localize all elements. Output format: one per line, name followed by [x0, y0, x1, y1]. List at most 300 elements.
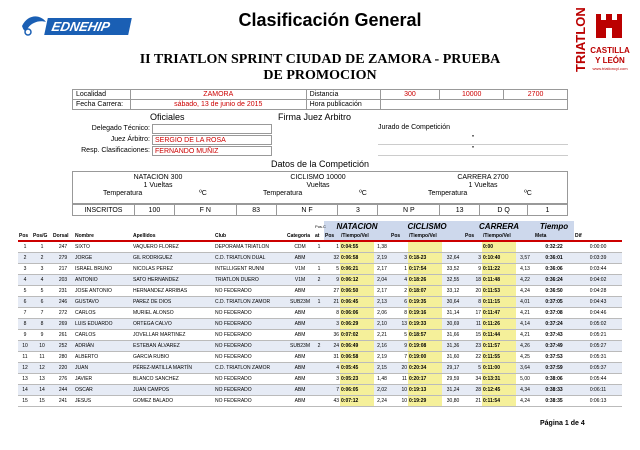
cell-pos: 4: [18, 274, 32, 285]
cell-posc: 1: [314, 263, 324, 274]
localidad-value: ZAMORA: [130, 90, 306, 100]
carrera-temp: Temperatura: [428, 190, 468, 197]
federation-logo: [20, 12, 130, 38]
table-row: [18, 351, 622, 362]
cell-np: 3: [324, 318, 340, 329]
cell-nv: 2,10: [374, 318, 390, 329]
cell-meta: 0:32:22: [534, 241, 574, 252]
cell-rt: 0:11:15: [482, 296, 516, 307]
cell-cat: ABM: [286, 373, 314, 384]
cell-nombre: CARLOS: [74, 329, 132, 340]
col-apellidos: Apellidos: [132, 231, 214, 241]
cell-pos: 13: [18, 373, 32, 384]
dq-label: D Q: [480, 205, 528, 216]
cell-cv: 31,14: [442, 307, 464, 318]
cell-posg: 14: [32, 384, 52, 395]
hora-value: [380, 100, 567, 110]
cell-pos: 8: [18, 318, 32, 329]
cell-nombre: GUSTAVO: [74, 296, 132, 307]
cell-rv: [516, 241, 534, 252]
cell-nt: 0:06:21: [340, 263, 374, 274]
cell-posg: 3: [32, 263, 52, 274]
cell-nombre: ADRIÁN: [74, 340, 132, 351]
cell-apellidos: VAQUERO FLOREZ: [132, 241, 214, 252]
cell-cv: 31,66: [442, 329, 464, 340]
distancia-ciclismo: 10000: [440, 90, 504, 100]
cell-rt: 0:10:40: [482, 252, 516, 263]
cell-cp: 10: [390, 384, 408, 395]
cell-dorsal: 261: [52, 329, 74, 340]
pos-cat-group: Pos.C: [315, 223, 326, 229]
cell-apellidos: JUAN CAMPOS: [132, 384, 214, 395]
cell-cv: 32,55: [442, 274, 464, 285]
cell-nv: 2,19: [374, 351, 390, 362]
cell-nt: 0:05:23: [340, 373, 374, 384]
cell-cv: 31,36: [442, 340, 464, 351]
cell-nombre: SIXTO: [74, 241, 132, 252]
cell-posg: 2: [32, 252, 52, 263]
cell-nv: 2,17: [374, 263, 390, 274]
cell-nt: 0:04:55: [340, 241, 374, 252]
delegado-label: Delegado Técnico:: [91, 125, 150, 132]
cell-dif: 0:03:44: [574, 263, 622, 274]
table-row: [18, 263, 622, 274]
cell-np: 1: [324, 241, 340, 252]
cell-pos: 1: [18, 241, 32, 252]
cell-rt: 0:11:00: [482, 362, 516, 373]
cell-pos: 11: [18, 351, 32, 362]
table-row: [18, 395, 622, 406]
cell-cp: 5: [390, 329, 408, 340]
col-categoria: Categoria: [286, 231, 314, 241]
cell-posc: [314, 329, 324, 340]
cell-rt: 0:11:26: [482, 318, 516, 329]
cell-cat: ABM: [286, 307, 314, 318]
carrera-title: CARRERA 2700: [457, 174, 509, 181]
cell-rp: 8: [464, 296, 482, 307]
cell-posc: [314, 395, 324, 406]
col-nat-tiempo: /Tiempo/Vel: [340, 231, 390, 241]
cell-posc: [314, 307, 324, 318]
cell-club: C.D. TRIATLON ZAMOR: [214, 296, 286, 307]
cell-rp: 15: [464, 329, 482, 340]
inscritos-table: [72, 204, 568, 216]
carrera-group: CARRERA: [464, 221, 534, 231]
cell-np: 32: [324, 252, 340, 263]
cell-rp: 17: [464, 307, 482, 318]
cell-rp: 18: [464, 274, 482, 285]
col-cic-tiempo: /Tiempo/Vel: [408, 231, 464, 241]
cell-rv: 4,34: [516, 384, 534, 395]
ciclismo-group: CICLISMO: [390, 221, 464, 231]
cell-np: 36: [324, 329, 340, 340]
cell-np: 4: [324, 362, 340, 373]
logo-region-2: Y LEÓN: [595, 56, 625, 65]
cell-nv: 2,02: [374, 384, 390, 395]
cell-np: 7: [324, 384, 340, 395]
cell-club: NO FEDERADO: [214, 384, 286, 395]
cell-apellidos: BLANCO SANCHEZ: [132, 373, 214, 384]
cell-dif: 0:04:28: [574, 285, 622, 296]
table-row: [18, 384, 622, 395]
cell-posg: 1: [32, 241, 52, 252]
col-posg: Pos/G: [32, 231, 52, 241]
ciclismo-vueltas: Vueltas: [306, 182, 330, 189]
cell-nv: 1,48: [374, 373, 390, 384]
cell-cv: 30,69: [442, 318, 464, 329]
cell-ct: 0:19:29: [408, 395, 442, 406]
resp-value: FERNANDO MUÑIZ: [152, 146, 272, 156]
table-row: [18, 252, 622, 263]
cell-np: 24: [324, 340, 340, 351]
cell-dorsal: 252: [52, 340, 74, 351]
distancia-natacion: 300: [380, 90, 440, 100]
cell-posc: [314, 384, 324, 395]
col-dorsal: Dorsal: [52, 231, 74, 241]
cell-nv: 2,24: [374, 395, 390, 406]
cell-rt: 0:13:31: [482, 373, 516, 384]
cell-ct: 0:18:07: [408, 285, 442, 296]
natacion-vueltas: 1 Vueltas: [143, 182, 173, 189]
col-club: Club: [214, 231, 286, 241]
localidad-label: Localidad: [73, 90, 131, 100]
cell-club: NO FEDERADO: [214, 351, 286, 362]
cell-np: 31: [324, 351, 340, 362]
cell-dif: 0:05:44: [574, 373, 622, 384]
cell-rv: 3,64: [516, 362, 534, 373]
cell-club: NO FEDERADO: [214, 340, 286, 351]
oficiales-box: [72, 123, 568, 157]
cell-rp: 5: [464, 362, 482, 373]
cell-nombre: JORGE: [74, 252, 132, 263]
cell-cv: 29,59: [442, 373, 464, 384]
carrera-data: [418, 174, 548, 197]
cell-ct: 0:19:16: [408, 307, 442, 318]
np-label: N P: [378, 205, 440, 216]
cell-cat: V1M: [286, 263, 314, 274]
cell-nt: 0:07:02: [340, 329, 374, 340]
cell-posc: [314, 285, 324, 296]
cell-meta: 0:37:53: [534, 351, 574, 362]
cell-rt: 0:11:55: [482, 351, 516, 362]
cell-dorsal: 220: [52, 362, 74, 373]
jurado-2: ": [378, 146, 568, 156]
cell-meta: 0:37:05: [534, 296, 574, 307]
cell-rp: 3: [464, 252, 482, 263]
cell-posg: 5: [32, 285, 52, 296]
cell-rp: 21: [464, 395, 482, 406]
cell-pos: 15: [18, 395, 32, 406]
cell-apellidos: PÉREZ-MATILLA MARTÍN: [132, 362, 214, 373]
cell-pos: 10: [18, 340, 32, 351]
cell-rv: 4,14: [516, 318, 534, 329]
nf-label: N F: [276, 205, 338, 216]
fecha-label: Fecha Carrera:: [73, 100, 131, 110]
cell-apellidos: PAREZ DE DIOS: [132, 296, 214, 307]
cell-rv: 4,21: [516, 307, 534, 318]
cell-rt: 0:11:54: [482, 395, 516, 406]
cell-cp: 8: [390, 307, 408, 318]
cell-posc: 2: [314, 340, 324, 351]
cell-nombre: ALBERTO: [74, 351, 132, 362]
cell-club: NO FEDERADO: [214, 318, 286, 329]
cell-dorsal: 276: [52, 373, 74, 384]
cell-posc: [314, 318, 324, 329]
cell-nt: 0:05:45: [340, 362, 374, 373]
oficiales-title: Oficiales: [150, 112, 185, 122]
cell-pos: 6: [18, 296, 32, 307]
table-row: [18, 296, 622, 307]
event-info-table: [72, 89, 568, 110]
cell-club: C.D. TRIATLON ZAMOR: [214, 362, 286, 373]
cell-ct: 0:17:54: [408, 263, 442, 274]
table-row: [18, 285, 622, 296]
cell-nv: 2,17: [374, 285, 390, 296]
distancia-label: Distancia: [306, 90, 380, 100]
cell-rt: 0:11:44: [482, 329, 516, 340]
cell-cv: 31,24: [442, 384, 464, 395]
cell-nt: 0:06:29: [340, 318, 374, 329]
cell-nt: 0:06:06: [340, 307, 374, 318]
cell-posg: 7: [32, 307, 52, 318]
triatlon-cyl-logo: [572, 4, 630, 78]
cell-apellidos: SATO HERNANDEZ: [132, 274, 214, 285]
cell-cat: SUB23M: [286, 340, 314, 351]
fn-label: F N: [174, 205, 236, 216]
cell-cp: 11: [390, 373, 408, 384]
cell-cat: ABM: [286, 318, 314, 329]
distancia-carrera: 2700: [504, 90, 568, 100]
cell-ct: 0:19:33: [408, 318, 442, 329]
cell-dif: 0:05:27: [574, 340, 622, 351]
cell-rv: 3,57: [516, 252, 534, 263]
cell-cat: V1M: [286, 274, 314, 285]
cell-meta: 0:37:59: [534, 362, 574, 373]
ciclismo-title: CICLISMO 10000: [290, 174, 346, 181]
table-row: [18, 329, 622, 340]
cell-cp: 3: [390, 252, 408, 263]
cell-dif: 0:03:39: [574, 252, 622, 263]
nf-value: 3: [338, 205, 378, 216]
col-dif: Dif: [574, 231, 622, 241]
cell-cv: 33,12: [442, 285, 464, 296]
cell-rt: 0:00: [482, 241, 516, 252]
cell-rv: 5,00: [516, 373, 534, 384]
cell-nv: 2,06: [374, 307, 390, 318]
inscritos-total: 100: [134, 205, 174, 216]
cell-club: TRIATLON DUERO: [214, 274, 286, 285]
cell-posg: 11: [32, 351, 52, 362]
cell-dorsal: 244: [52, 384, 74, 395]
cell-cat: CDM: [286, 241, 314, 252]
col-cic-pos: Pos: [390, 231, 408, 241]
dq-value: 1: [528, 205, 568, 216]
event-title: [130, 52, 510, 84]
natacion-data: [93, 174, 223, 197]
table-row: [18, 318, 622, 329]
cell-club: NO FEDERADO: [214, 373, 286, 384]
cell-np: 43: [324, 395, 340, 406]
cell-club: NO FEDERADO: [214, 395, 286, 406]
cell-np: 3: [324, 373, 340, 384]
juez-value: SERGIO DE LA ROSA: [152, 135, 272, 145]
cell-dorsal: 217: [52, 263, 74, 274]
results-table: [18, 221, 622, 407]
cell-rv: 4,24: [516, 395, 534, 406]
cell-meta: 0:37:49: [534, 340, 574, 351]
cell-cat: ABM: [286, 384, 314, 395]
cell-cv: 31,60: [442, 351, 464, 362]
cell-np: 5: [324, 263, 340, 274]
cell-apellidos: MURIEL ALONSO: [132, 307, 214, 318]
juez-label: Juez Árbitro:: [110, 136, 150, 143]
cell-posc: 2: [314, 274, 324, 285]
cell-dif: 0:05:02: [574, 318, 622, 329]
cell-cat: ABM: [286, 285, 314, 296]
cell-nt: 0:06:58: [340, 252, 374, 263]
cell-cp: 13: [390, 318, 408, 329]
datos-competicion-title: Datos de la Competición: [270, 159, 370, 169]
logo-vertical-text: TRIATLON: [573, 7, 588, 72]
cell-posc: [314, 373, 324, 384]
cell-dorsal: 241: [52, 395, 74, 406]
natacion-group: NATACION: [324, 221, 390, 231]
cell-ct: 0:19:00: [408, 351, 442, 362]
cell-nt: 0:06:45: [340, 296, 374, 307]
cell-posg: 9: [32, 329, 52, 340]
cell-ct: 0:19:35: [408, 296, 442, 307]
cell-rt: 0:12:45: [482, 384, 516, 395]
logo-region-1: CASTILLA: [590, 46, 630, 55]
fn-value: 83: [236, 205, 276, 216]
cell-nv: 2,15: [374, 362, 390, 373]
cell-cp: 1: [390, 263, 408, 274]
table-row: [18, 274, 622, 285]
cell-meta: 0:36:06: [534, 263, 574, 274]
cell-posg: 12: [32, 362, 52, 373]
cell-posc: [314, 351, 324, 362]
cell-pos: 12: [18, 362, 32, 373]
cell-dif: 0:04:43: [574, 296, 622, 307]
cell-nt: 0:06:49: [340, 340, 374, 351]
cell-nv: 1,38: [374, 241, 390, 252]
ciclismo-temp: Temperatura: [263, 190, 303, 197]
cell-dif: 0:00:00: [574, 241, 622, 252]
cell-posc: 1: [314, 241, 324, 252]
cell-club: NO FEDERADO: [214, 307, 286, 318]
cell-nombre: JAVIER: [74, 373, 132, 384]
cell-meta: 0:38:35: [534, 395, 574, 406]
cell-nombre: JUAN: [74, 362, 132, 373]
cell-pos: 2: [18, 252, 32, 263]
cell-rt: 0:11:22: [482, 263, 516, 274]
cell-club: NO FEDERADO: [214, 329, 286, 340]
table-row: [18, 362, 622, 373]
cell-dif: 0:06:13: [574, 395, 622, 406]
col-pos: Pos: [18, 231, 32, 241]
cell-apellidos: HERNANDEZ ARRIBAS: [132, 285, 214, 296]
cell-cp: 7: [390, 351, 408, 362]
cell-nv: 2,16: [374, 340, 390, 351]
cell-rp: 34: [464, 373, 482, 384]
cell-dorsal: 269: [52, 318, 74, 329]
cell-ct: 0:19:13: [408, 384, 442, 395]
cell-apellidos: GOMEZ BALADO: [132, 395, 214, 406]
cell-rt: 0:11:57: [482, 340, 516, 351]
cell-nt: 0:06:50: [340, 285, 374, 296]
cell-ct: [408, 241, 442, 252]
cell-posg: 6: [32, 296, 52, 307]
cell-np: 27: [324, 285, 340, 296]
cell-rv: 4,01: [516, 296, 534, 307]
firma-juez-title: Firma Juez Arbitro: [278, 112, 352, 122]
cell-meta: 0:36:50: [534, 285, 574, 296]
logo-text: EDNEHIP: [44, 18, 132, 35]
cell-dorsal: 203: [52, 274, 74, 285]
cell-rv: 4,26: [516, 340, 534, 351]
cell-club: NO FEDERADO: [214, 285, 286, 296]
cell-posg: 10: [32, 340, 52, 351]
natacion-deg: ºC: [199, 190, 207, 197]
np-value: 13: [440, 205, 480, 216]
cell-nv: 2,13: [374, 296, 390, 307]
jurado-label: Jurado de Competición: [378, 124, 450, 131]
cell-ct: 0:18:57: [408, 329, 442, 340]
cell-cv: [442, 241, 464, 252]
cell-ct: 0:18:26: [408, 274, 442, 285]
cell-dif: 0:04:02: [574, 274, 622, 285]
cell-nombre: OSCAR: [74, 384, 132, 395]
cell-apellidos: GARCIA RUBIO: [132, 351, 214, 362]
cell-np: 21: [324, 296, 340, 307]
cell-cat: ABM: [286, 329, 314, 340]
table-row: [18, 340, 622, 351]
col-car-tiempo: /Tiempo/Vel: [482, 231, 534, 241]
castle-icon: [594, 10, 624, 40]
cell-apellidos: JOVELLAR MARTINEZ: [132, 329, 214, 340]
carrera-deg: ºC: [524, 190, 532, 197]
ciclismo-data: [253, 174, 383, 197]
cell-rp: 22: [464, 351, 482, 362]
cell-rp: 20: [464, 285, 482, 296]
cell-np: 9: [324, 274, 340, 285]
cell-dorsal: 231: [52, 285, 74, 296]
cell-ct: 0:20:17: [408, 373, 442, 384]
cell-posg: 4: [32, 274, 52, 285]
cell-cat: ABM: [286, 395, 314, 406]
cell-rp: 9: [464, 263, 482, 274]
cell-meta: 0:37:08: [534, 307, 574, 318]
cell-ct: 0:19:08: [408, 340, 442, 351]
table-row: [18, 307, 622, 318]
cell-dorsal: 280: [52, 351, 74, 362]
cell-cp: [390, 241, 408, 252]
cell-nv: 2,21: [374, 329, 390, 340]
cell-cp: 20: [390, 362, 408, 373]
logo-web: www.triatloncyl.com: [592, 66, 628, 71]
cell-ct: 0:20:34: [408, 362, 442, 373]
page-title: Clasificación General: [238, 10, 422, 30]
cell-posg: 15: [32, 395, 52, 406]
cell-nombre: ANTONIO: [74, 274, 132, 285]
cell-rt: 0:11:48: [482, 274, 516, 285]
fecha-value: sábado, 13 de junio de 2015: [130, 100, 306, 110]
cell-rv: 4,24: [516, 285, 534, 296]
cell-cat: ABM: [286, 351, 314, 362]
hora-label: Hora publicación: [306, 100, 380, 110]
cell-nt: 0:07:12: [340, 395, 374, 406]
cell-dorsal: 246: [52, 296, 74, 307]
